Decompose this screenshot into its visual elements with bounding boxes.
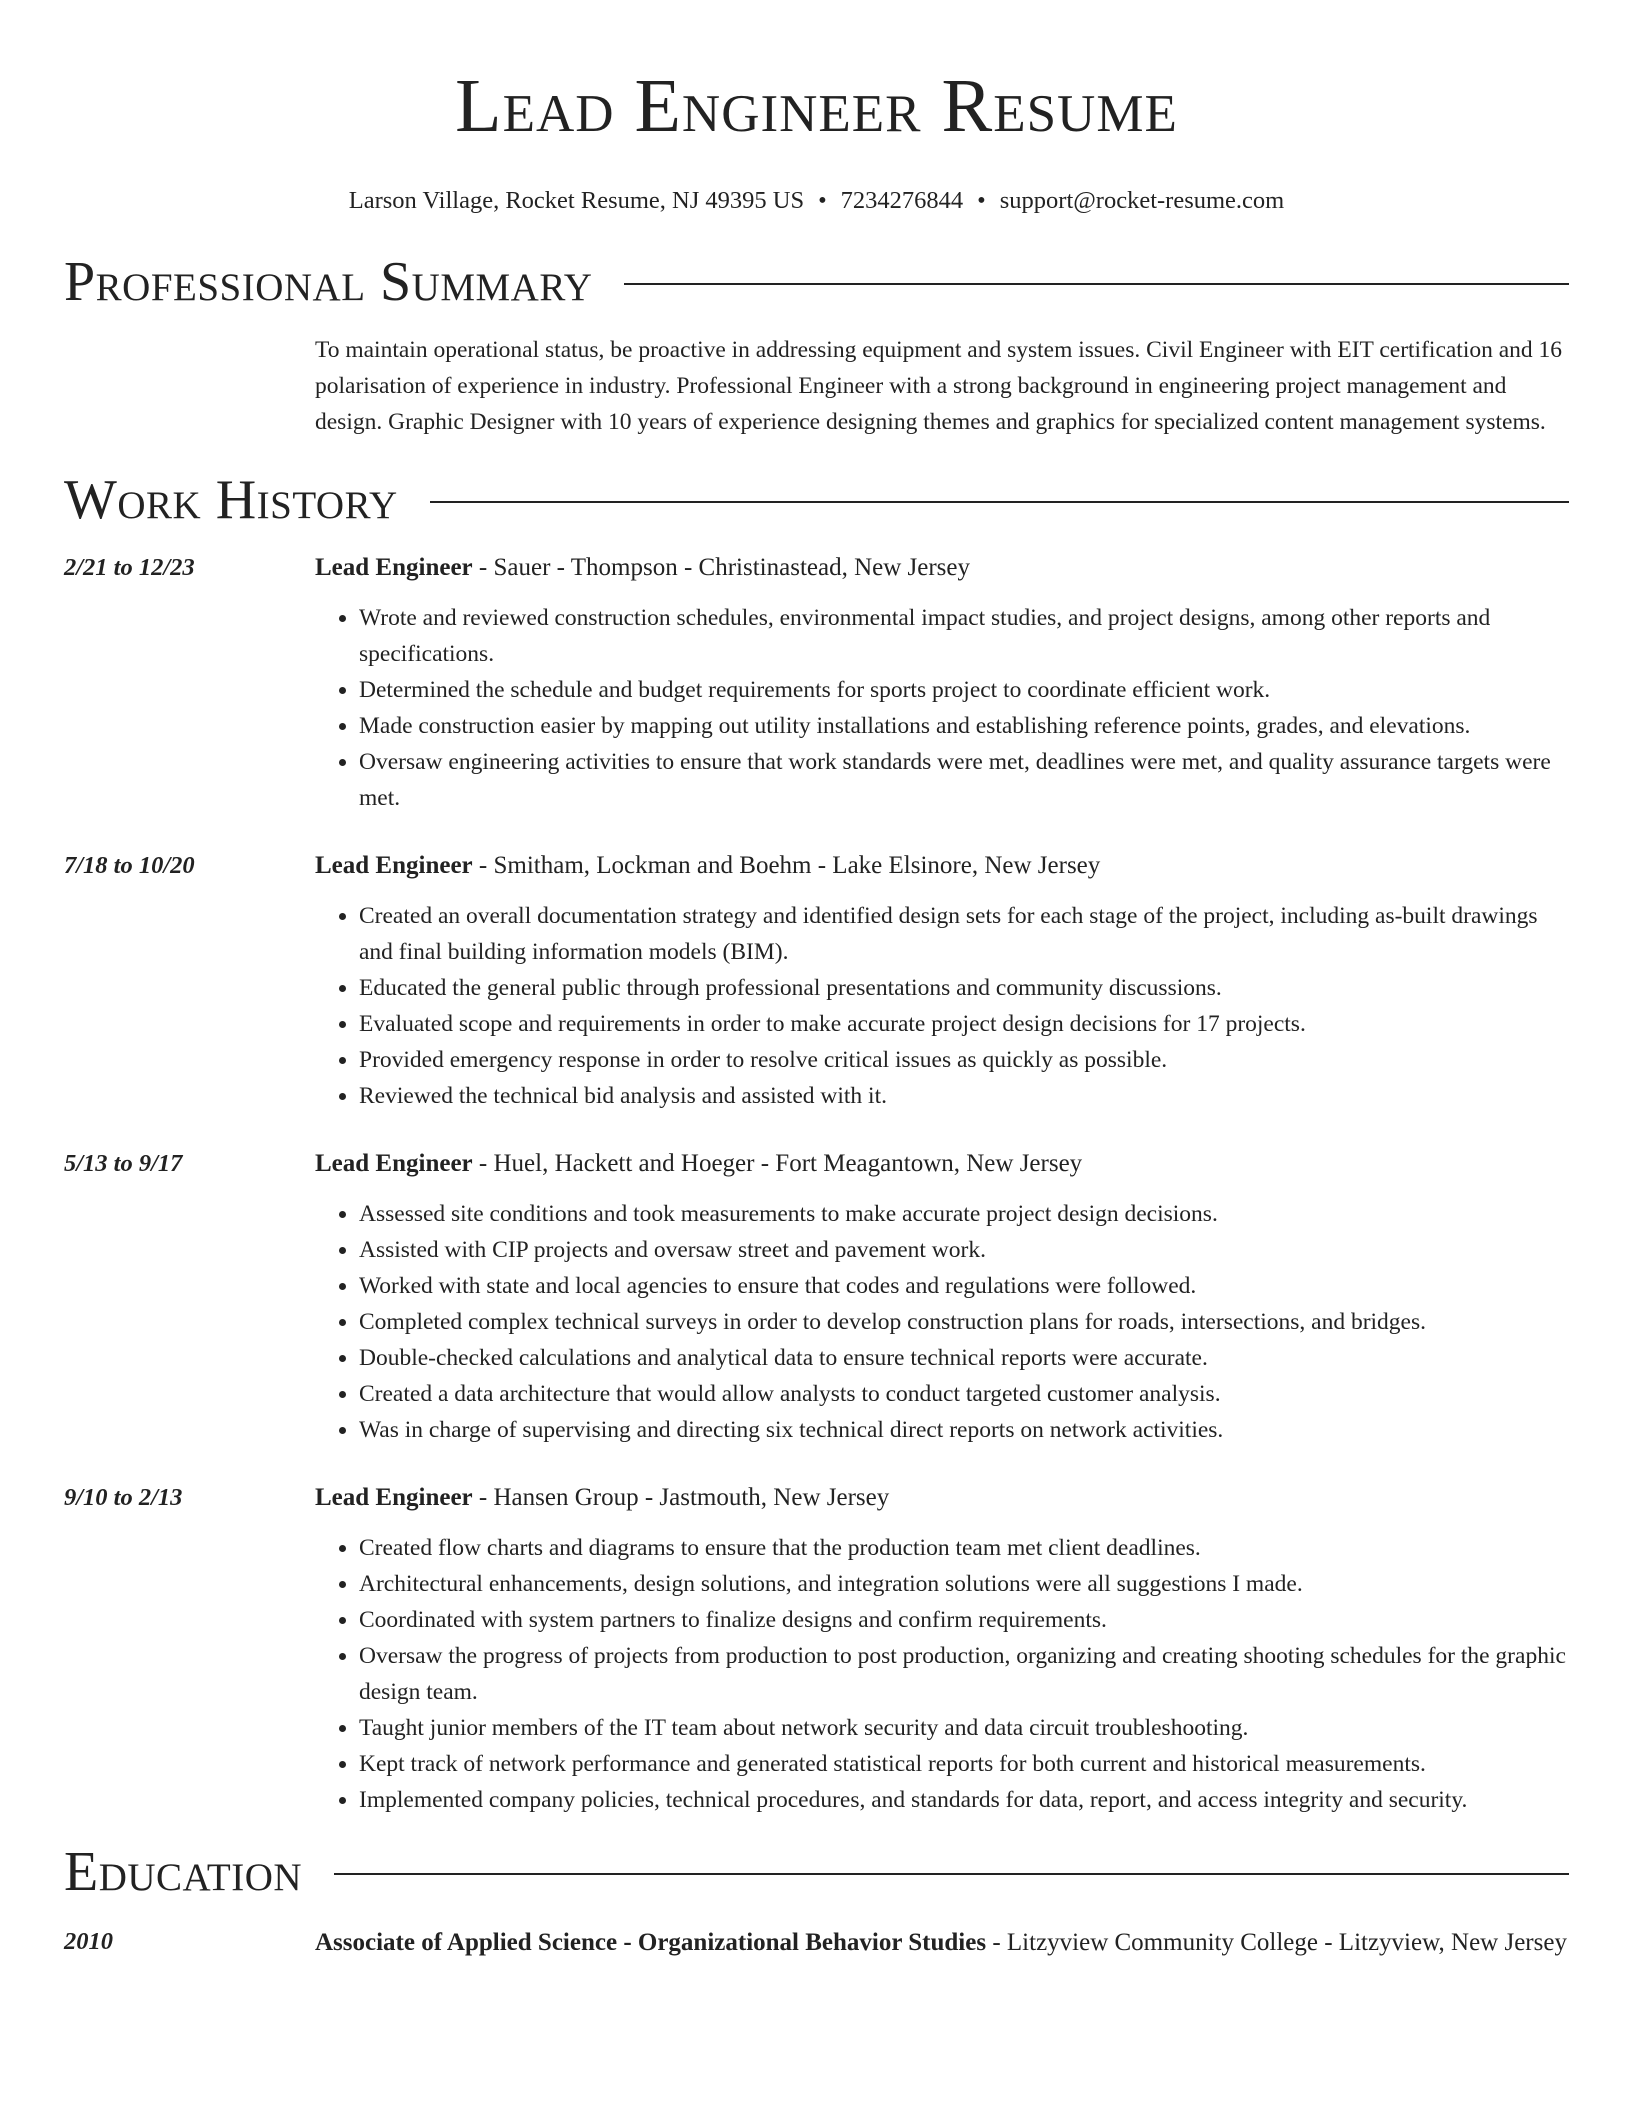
job-dates: 9/10 to 2/13	[64, 1484, 183, 1511]
job-body	[315, 1146, 1569, 1448]
resume-title: Lead Engineer Resume	[455, 64, 1178, 148]
contact-address: Larson Village, Rocket Resume, NJ 49395 US	[348, 187, 805, 214]
job-duty-item: • Created a data architecture that would allow analysts to conduct targeted customer analysis.	[359, 1376, 1569, 1412]
job-duties-list	[315, 1530, 1569, 1818]
job-duty-item: • Architectural enhancements, design solutions, and integration solutions were all suggestions I made.	[359, 1566, 1569, 1602]
job-duty-item: • Double-checked calculations and analytical data to ensure technical reports were accurate.	[359, 1340, 1569, 1376]
contact-email[interactable]: support@rocket-resume.com	[999, 187, 1285, 214]
job-entry	[64, 1146, 1569, 1448]
job-duty-item: • Created an overall documentation strategy and identified design sets for each stage of the project, including as-built drawings and final building information models (BIM).	[359, 898, 1569, 970]
job-duty-item: • Was in charge of supervising and directing six technical direct reports on network activities.	[359, 1412, 1569, 1448]
job-duty-item: • Made construction easier by mapping out utility installations and establishing reference points, grades, and elevations.	[359, 708, 1569, 744]
job-duty-item: • Kept track of network performance and generated statistical reports for both current and historical measurements.	[359, 1746, 1569, 1782]
job-dates: 5/13 to 9/17	[64, 1150, 183, 1177]
education-degree: Associate of Applied Science - Organizational Behavior Studies	[315, 1929, 987, 1956]
education-entry	[64, 1924, 1569, 1961]
job-dates: 2/21 to 12/23	[64, 554, 195, 581]
job-duty-item: • Reviewed the technical bid analysis and assisted with it.	[359, 1078, 1569, 1114]
summary-section-header	[64, 250, 1569, 314]
job-duties-list	[315, 600, 1569, 816]
job-duty-item: • Assisted with CIP projects and oversaw street and pavement work.	[359, 1232, 1569, 1268]
job-duties-list	[315, 1196, 1569, 1448]
section-divider	[334, 1873, 1569, 1875]
work-history-list	[64, 550, 1569, 1818]
contact-separator: •	[818, 187, 827, 214]
job-duties-list	[315, 898, 1569, 1114]
section-divider	[430, 501, 1569, 503]
job-duty-item: • Taught junior members of the IT team about network security and data circuit troubleshooting.	[359, 1710, 1569, 1746]
job-duty-item: • Worked with state and local agencies to ensure that codes and regulations were followed.	[359, 1268, 1569, 1304]
job-heading	[315, 848, 1569, 884]
section-divider	[624, 283, 1569, 285]
job-duty-item: • Evaluated scope and requirements in order to make accurate project design decisions for 17 projects.	[359, 1006, 1569, 1042]
contact-phone: 7234276844	[840, 187, 964, 214]
job-duty-item: • Oversaw engineering activities to ensure that work standards were met, deadlines were met, and quality assurance targets were met.	[359, 744, 1569, 816]
job-title: Lead Engineer	[315, 852, 473, 879]
summary-heading: Professional Summary	[64, 251, 593, 313]
work-section-header	[64, 468, 1569, 532]
job-dates: 7/18 to 10/20	[64, 852, 195, 879]
job-duty-item: • Determined the schedule and budget requirements for sports project to coordinate efficient work.	[359, 672, 1569, 708]
job-heading	[315, 1480, 1569, 1516]
job-employer-location: - Smitham, Lockman and Boehm - Lake Elsinore, New Jersey	[472, 852, 1101, 879]
education-list	[64, 1924, 1569, 1961]
job-duty-item: • Completed complex technical surveys in order to develop construction plans for roads, intersections, and bridges.	[359, 1304, 1569, 1340]
job-title: Lead Engineer	[315, 554, 473, 581]
job-duty-item: • Coordinated with system partners to finalize designs and confirm requirements.	[359, 1602, 1569, 1638]
job-duty-item: • Educated the general public through professional presentations and community discussions.	[359, 970, 1569, 1006]
job-duty-item: • Wrote and reviewed construction schedules, environmental impact studies, and project designs, among other reports and specifications.	[359, 600, 1569, 672]
education-body	[315, 1924, 1569, 1961]
summary-text: To maintain operational status, be proactive in addressing equipment and system issues. Civil Engineer with EIT certification and 16 polarisation of experience in industry. Professional Engineer with a strong background in engineering project management and design. Graphic Designer with 10 years of experience designing themes and graphics for specialized content management systems.	[315, 337, 1563, 435]
job-duty-item: • Created flow charts and diagrams to ensure that the production team met client deadlines.	[359, 1530, 1569, 1566]
contact-line	[64, 186, 1569, 216]
job-body	[315, 848, 1569, 1114]
job-title: Lead Engineer	[315, 1150, 473, 1177]
job-employer-location: - Huel, Hackett and Hoeger - Fort Meagantown, New Jersey	[472, 1150, 1083, 1177]
job-body	[315, 1480, 1569, 1818]
education-heading: Education	[64, 1841, 303, 1903]
job-entry	[64, 1480, 1569, 1818]
contact-separator: •	[977, 187, 986, 214]
job-employer-location: - Hansen Group - Jastmouth, New Jersey	[472, 1484, 890, 1511]
job-entry	[64, 550, 1569, 816]
education-year: 2010	[64, 1928, 113, 1955]
job-duty-item: • Implemented company policies, technical procedures, and standards for data, report, and access integrity and security.	[359, 1782, 1569, 1818]
job-entry	[64, 848, 1569, 1114]
job-body	[315, 550, 1569, 816]
job-duty-item: • Assessed site conditions and took measurements to make accurate project design decisions.	[359, 1196, 1569, 1232]
job-heading	[315, 550, 1569, 586]
job-heading	[315, 1146, 1569, 1182]
job-employer-location: - Sauer - Thompson - Christinastead, New Jersey	[472, 554, 971, 581]
work-heading: Work History	[64, 469, 398, 531]
education-section-header	[64, 1840, 1569, 1904]
job-duty-item: • Oversaw the progress of projects from production to post production, organizing and creating shooting schedules for the graphic design team.	[359, 1638, 1569, 1710]
education-school-location: - Litzyview Community College - Litzyview, New Jersey	[986, 1929, 1567, 1956]
job-title: Lead Engineer	[315, 1484, 473, 1511]
job-duty-item: • Provided emergency response in order to resolve critical issues as quickly as possible.	[359, 1042, 1569, 1078]
